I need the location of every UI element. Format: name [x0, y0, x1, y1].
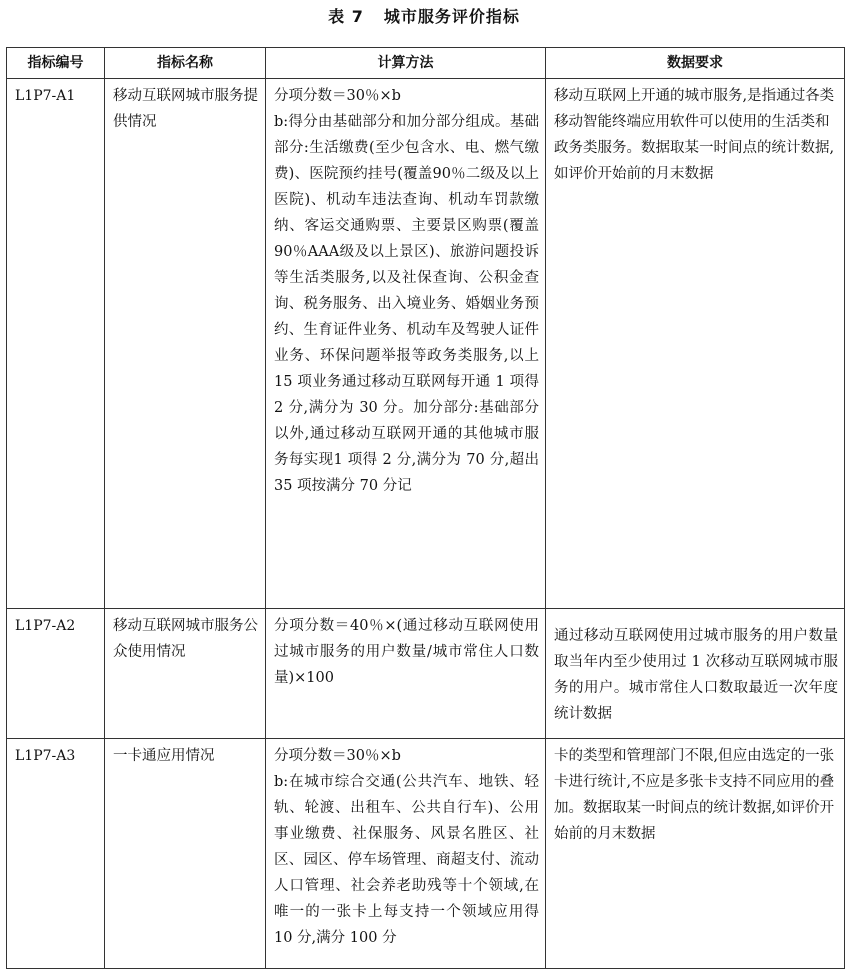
indicator-code: L1P7-A1 — [7, 79, 105, 609]
table-caption — [0, 4, 848, 27]
column-header-method: 计算方法 — [266, 48, 546, 79]
indicator-name: 移动互联网城市服务公众使用情况 — [105, 609, 266, 739]
table-row — [7, 739, 845, 969]
column-header-name: 指标名称 — [105, 48, 266, 79]
data-requirement-text: 通过移动互联网使用过城市服务的用户数量取当年内至少使用过 1 次移动互联网城市服务的用户。城市常住人口数取最近一次年度统计数据 — [554, 628, 838, 722]
table-title: 城市服务评价指标 — [383, 7, 520, 26]
data-requirement — [546, 609, 845, 739]
method-formula: 分项分数＝30％×b — [274, 748, 401, 764]
indicator-name: 一卡通应用情况 — [105, 739, 266, 969]
calculation-method — [266, 79, 546, 609]
data-requirement: 移动互联网上开通的城市服务,是指通过各类移动智能终端应用软件可以使用的生活类和政务类服务。数据取某一时间点的统计数据,如评价开始前的月末数据 — [546, 79, 845, 609]
method-formula: 分项分数＝40％×(通过移动互联网使用过城市服务的用户数量/城市常住人口数量)×100 — [274, 618, 539, 686]
indicator-code: L1P7-A3 — [7, 739, 105, 969]
method-detail: b:得分由基础部分和加分部分组成。基础部分:生活缴费(至少包含水、电、燃气缴费)、医院预约挂号(覆盖90％二级及以上医院)、机动车违法查询、机动车罚款缴纳、客运交通购票、主要景区购票(覆盖90％AAA级及以上景区)、旅游问题投诉等生活类服务,以及社保查询、公积金查询、税务服务、出入境业务、婚姻业务预约、生育证件业务、机动车及驾驶人证件业务、环保问题举报等政务类服务,以上 15 项业务通过移动互联网每开通 1 项得 2 分,满分为 30 分。加分部分:基础部分以外,通过移动互联网开通的其他城市服务每实现1 项得 2 分,满分为 70 分,超出 35 项按满分 70 分记 — [274, 114, 539, 494]
method-formula: 分项分数＝30％×b — [274, 88, 401, 104]
column-header-code: 指标编号 — [7, 48, 105, 79]
table-header-row — [7, 48, 845, 79]
evaluation-table — [6, 47, 845, 969]
table-number: 表 7 — [328, 7, 364, 26]
indicator-code: L1P7-A2 — [7, 609, 105, 739]
calculation-method — [266, 739, 546, 969]
table-row — [7, 609, 845, 739]
method-detail: b:在城市综合交通(公共汽车、地铁、轻轨、轮渡、出租车、公共自行车)、公用事业缴费、社保服务、风景名胜区、社区、园区、停车场管理、商超支付、流动人口管理、社会养老助残等十个领域,在唯一的一张卡上每支持一个领域应用得 10 分,满分 100 分 — [274, 774, 539, 946]
table-row — [7, 79, 845, 609]
column-header-requirement: 数据要求 — [546, 48, 845, 79]
calculation-method — [266, 609, 546, 739]
indicator-name: 移动互联网城市服务提供情况 — [105, 79, 266, 609]
data-requirement: 卡的类型和管理部门不限,但应由选定的一张卡进行统计,不应是多张卡支持不同应用的叠加。数据取某一时间点的统计数据,如评价开始前的月末数据 — [546, 739, 845, 969]
